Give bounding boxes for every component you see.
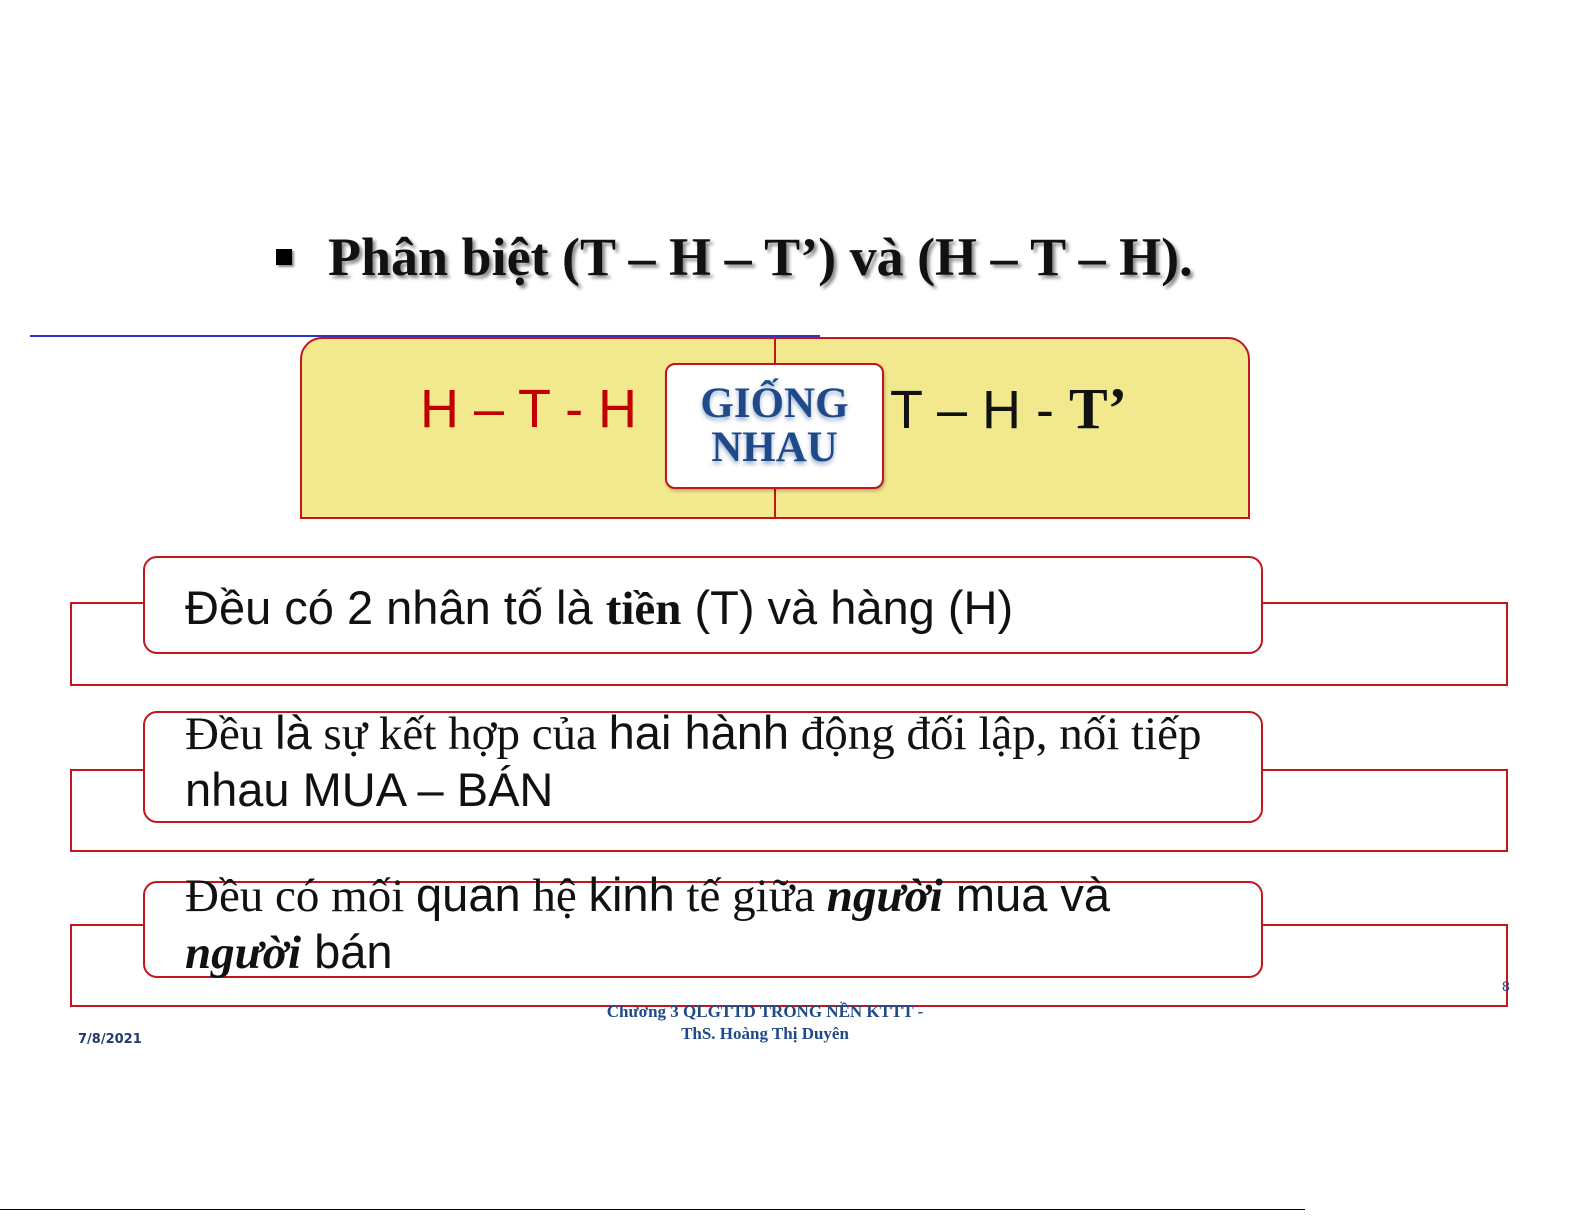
formula-right-main: T – H - <box>890 380 1070 440</box>
text-run: mua và <box>942 867 1111 921</box>
text-run: (T) và hàng (H) <box>681 580 1014 634</box>
text-run: hai hành <box>608 705 790 759</box>
footer-chapter-line2: ThS. Hoàng Thị Duyên <box>681 1024 849 1043</box>
text-run-bold: tiền <box>605 582 682 635</box>
page-number: 8 <box>1502 978 1510 994</box>
text-run: Đều <box>185 707 276 760</box>
text-run: tế giữa <box>674 869 827 922</box>
text-run: là <box>275 705 312 759</box>
text-run-bold-italic: người <box>185 926 302 979</box>
same-label-line1: GIỐNG <box>700 380 849 427</box>
slide-title-row <box>276 222 1193 292</box>
similarity-card-2 <box>143 705 1263 823</box>
similarity-text-2 <box>185 705 1221 818</box>
text-run: Đều có 2 nhân tố là <box>185 580 606 634</box>
square-bullet-icon <box>276 249 292 265</box>
text-run-bold-italic: người <box>826 869 943 922</box>
same-label-box <box>665 363 884 489</box>
slide-title: Phân biệt (T – H – T’) và (H – T – H). <box>328 227 1193 287</box>
same-label-line2: NHAU <box>711 424 838 471</box>
formula-right-prime: T’ <box>1069 376 1128 441</box>
text-run: quan <box>416 867 521 921</box>
text-run: động đối lập, nối tiếp <box>789 707 1202 760</box>
text-run: bán <box>301 924 393 978</box>
bottom-divider-line <box>0 1209 1305 1210</box>
similarity-text-3 <box>185 867 1221 981</box>
text-run: nhau MUA – BÁN <box>185 762 554 816</box>
footer-chapter <box>565 1001 965 1045</box>
text-run: mối <box>319 869 417 922</box>
formula-t-h-tprime <box>890 378 1127 441</box>
footer-chapter-line1: Chương 3 QLGTTD TRONG NỀN KTTT - <box>606 1002 924 1021</box>
footer-date: 7/8/2021 <box>78 1032 142 1047</box>
text-run: hệ <box>520 869 589 922</box>
similarity-card-3 <box>143 867 1263 979</box>
text-run: Đều có <box>185 869 320 922</box>
similarity-card-1 <box>143 556 1263 654</box>
similarity-text-1 <box>185 580 1013 637</box>
text-run: sự kết hợp của <box>311 707 609 760</box>
formula-h-t-h: H – T - H <box>420 379 638 439</box>
text-run: kinh <box>588 867 675 921</box>
